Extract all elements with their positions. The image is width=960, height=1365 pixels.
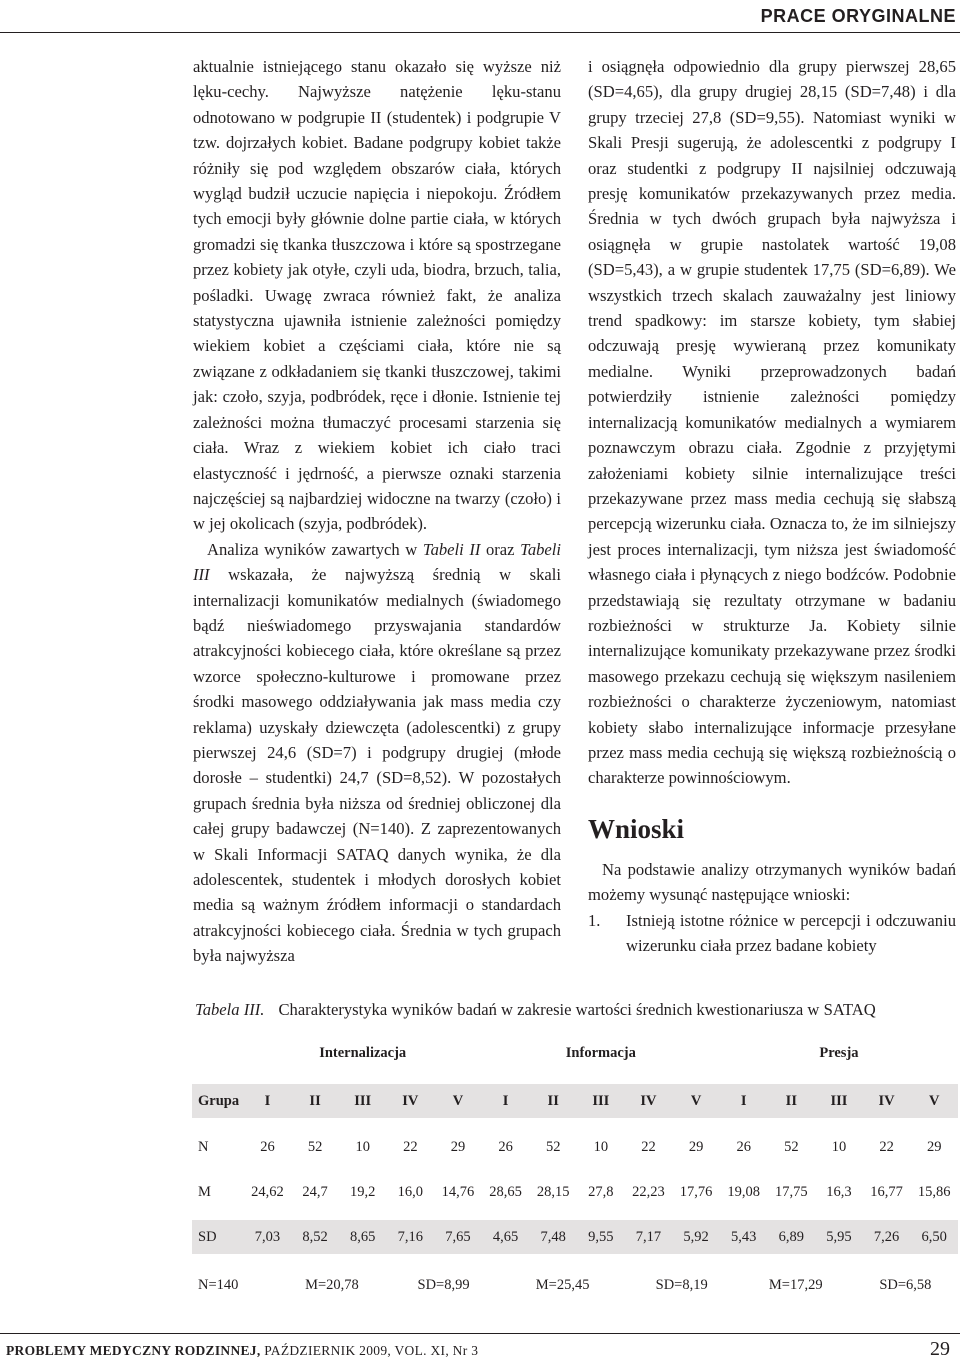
table-cell: 7,16 [397, 1228, 424, 1245]
table-cell: 52 [545, 1138, 561, 1155]
table-cell: 10 [831, 1138, 847, 1155]
table-cell: 26 [498, 1138, 513, 1155]
table-cell: 24,7 [302, 1183, 328, 1200]
table-cell: 26 [260, 1138, 275, 1155]
table-summary-cell: SD=8,19 [655, 1276, 708, 1293]
table-cell: 24,62 [251, 1183, 284, 1200]
table-header-cell: II [547, 1092, 559, 1109]
table-cell: 7,03 [254, 1228, 281, 1245]
table-cell: 16,3 [826, 1183, 852, 1200]
table-header-cell: I [502, 1092, 509, 1109]
table-cell: 22,23 [632, 1183, 665, 1200]
table-header-cell: IV [878, 1092, 895, 1109]
table-row-label: M [198, 1183, 211, 1200]
table-cell: 16,77 [870, 1183, 903, 1200]
table-cell: 5,43 [731, 1228, 757, 1245]
list-number: 1. [588, 910, 601, 930]
table-header-row [192, 1084, 958, 1118]
list-item [588, 908, 956, 959]
table-summary-cell: M=20,78 [305, 1276, 359, 1293]
table-cell: 5,95 [826, 1228, 852, 1245]
table-cell: 9,55 [588, 1228, 614, 1245]
header-rule [0, 32, 960, 33]
journal-footer [6, 1343, 478, 1359]
table-cell: 7,48 [540, 1228, 566, 1245]
table-cell: 6,89 [778, 1228, 805, 1245]
table-header-cell: I [740, 1092, 747, 1109]
table-header-cell: Grupa [198, 1092, 240, 1109]
table-header-cell: V [690, 1092, 702, 1109]
table-header-cell: II [785, 1092, 797, 1109]
table-cell: 4,65 [492, 1228, 519, 1245]
table-group-header [192, 1040, 958, 1066]
left-column [193, 54, 561, 969]
table-cell: 52 [307, 1138, 323, 1155]
table-cell: 52 [784, 1138, 799, 1155]
table-cell: 22 [879, 1138, 894, 1155]
table-cell: 17,76 [679, 1183, 713, 1200]
conclusions-list [588, 908, 956, 959]
table-cell: 8,65 [350, 1228, 376, 1245]
journal-name: PROBLEMY MEDYCZNY RODZINNEJ, [6, 1343, 261, 1358]
table-row-label: SD [198, 1228, 217, 1245]
table-group-label: Presja [819, 1044, 859, 1061]
table-group-label: Informacja [565, 1044, 636, 1061]
list-text: Istnieją istotne różnice w percepcji i odczuwaniu wizerunku ciała przez badane kobiety [626, 910, 956, 955]
table-summary-cell: SD=8,99 [417, 1276, 470, 1293]
table-cell: 28,65 [489, 1183, 522, 1200]
table-cell: 5,92 [683, 1228, 709, 1245]
table-cell: 16,0 [397, 1183, 424, 1200]
table-caption-text: Charakterystyka wyników badań w zakresie wartości średnich kwestionariusza w SATAQ [278, 1000, 876, 1019]
table-cell: 15,86 [917, 1183, 951, 1200]
table-cell: 8,52 [302, 1228, 328, 1245]
table-row [192, 1130, 958, 1164]
section-label: PRACE ORYGINALNE [760, 6, 956, 26]
table-reference: Tabeli III [193, 539, 561, 585]
table-header-cell: I [264, 1092, 271, 1109]
right-paragraph-1: i osiągnęła odpowiednio dla grupy pierwszej 28,65 (SD=4,65), dla grupy drugiej 28,15 (SD=7,48) i dla grupy trzeciej 27,8 (SD=9,55). Natomiast wyniki w Skali Presji sugerują, że adolescentki z podgrupy I oraz studentki z podgrupy II najsilniej odczuwają presję komunikatów przekazywanych przez media. Średnia w tych dwóch grupach była najwyższa i osiągnęła w grupie nastolatek wartość 19,08 (SD=5,43), a w grupie studentek 17,75 (SD=6,89). We wszystkich trzech skalach zauważalny jest liniowy trend spadkowy: im starsze kobiety, tym słabiej odczuwają presję wywieraną przez komunikaty medialne. Wyniki przeprowadzonych badań potwierdziły istnienie zależności pomiędzy internalizacją komunikatów medialnych a wymiarem poznawczym obrazu ciała. Zgodnie z przyjętymi założeniami kobiety silnie internalizujące treści przekazywane przez mass media cechują się słabszą percepcją wizerunku ciała. Oznacza to, że im silniejszy jest proces internalizacji, tym niższa jest świadomość własnego ciała i płynących z niego bodźców. Podobnie przedstawiają się rezultaty otrzymane w badaniu rozbieżności w strukturze Ja. Kobiety silnie internalizujące komunikaty przekazywane przez środki masowego przekazu cechują się większym nasileniem rozbieżności o charakterze życzeniowym, natomiast kobiety słabo internalizujące informacje przesyłane przez mass media cechują się większą rozbieżnością o charakterze powinnościowym. [588, 57, 956, 788]
journal-issue: PAŹDZIERNIK 2009, VOL. XI, Nr 3 [260, 1343, 479, 1358]
section-heading: Wnioski [588, 813, 685, 844]
right-paragraph-2: Na podstawie analizy otrzymanych wyników badań możemy wysunąć następujące wnioski: [588, 859, 956, 905]
table-header-cell: IV [640, 1092, 657, 1109]
left-paragraph-2 [193, 537, 561, 969]
table-cell: 19,2 [350, 1183, 376, 1200]
table-cell: 10 [355, 1138, 370, 1155]
table-cell: 7,17 [635, 1228, 662, 1245]
table-cell: 14,76 [441, 1183, 475, 1200]
text-run: wskazała, że najwyższą średnią w skali internalizacji komunikatów medialnych (świadomego bądź nieświadomego przyswajania standardów atrakcyjności kobiecego ciała, które określane są przez wzorce społeczno-kulturowe i promowane przez środki masowego oddziaływania jak mass media czy reklama) uzyskały dziewczęta (adolescentki) z grupy pierwszej 24,6 (SD=7) i podgrupy drugiej (młode dorosłe – studentki) 24,7 (SD=8,52). W pozostałych grupach średnia była niższa od średniej obliczonej dla całej grupy badawczej (N=140). Z zaprezentowanych w Skali Informacji SATAQ danych wynika, że dla adolescentek, studentek i młodych dorosłych kobiet media są ważnym źródłem informacji o standardach atrakcyjności kobiecego ciała. Średnia w tych grupach była najwyższa [193, 565, 561, 966]
table-cell: 7,65 [445, 1228, 471, 1245]
table-cell: 28,15 [536, 1183, 570, 1200]
table-cell: 29 [688, 1138, 704, 1155]
table-summary-row [192, 1268, 958, 1302]
table-reference: Tabeli II [422, 539, 481, 559]
table-header-cell: II [309, 1092, 321, 1109]
table-cell: 19,08 [727, 1183, 761, 1200]
table-group-label: Internalizacja [319, 1044, 407, 1061]
table-header-cell: III [830, 1092, 848, 1109]
table-row [192, 1220, 958, 1254]
table-header-cell: V [452, 1092, 464, 1109]
table-cell: 27,8 [588, 1183, 614, 1200]
table-cell: 10 [593, 1138, 609, 1155]
text-run: Analiza wyników zawartych w [207, 539, 423, 559]
left-paragraph-1: aktualnie istniejącego stanu okazało się wyższe niż lęku-cechy. Najwyższe natężenie lęku-stanu odnotowano w podgrupie II (studentek) i podgrupie V tzw. dojrzałych kobiet. Badane podgrupy kobiet także różniły się pod względem obszarów ciała, których wygląd budził uczucie napięcia i niepokoju. Źródłem tych emocji były głównie dolne partie ciała, w których gromadzi się tkanka tłuszczowa i które są spostrzegane przez kobiety jak otyłe, czyli uda, biodra, brzuch, talia, pośladki. Uwagę zwraca również fakt, że analiza statystyczna ujawniła istnienie zależności pomiędzy wiekiem kobiet a częściami ciała, które nie są związane z odkładaniem się tkanki tłuszczowej, takimi jak: czoło, szyja, podbródek, ręce i dłonie. Istnienie tej zależności można tłumaczyć procesami starzenia się ciała. Wraz z wiekiem kobiet ich ciało traci elastyczność i jędrność, a pierwsze oznaki starzenia najczęściej są najbardziej widoczne na twarzy (czoło) i w jej okolicach (szyja, podbródek). [193, 57, 561, 534]
table-cell: 29 [450, 1138, 466, 1155]
table-header-cell: V [928, 1092, 940, 1109]
table-cell: 22 [403, 1138, 418, 1155]
text-run: oraz [480, 539, 521, 559]
table-caption-label: Tabela III. [195, 1000, 265, 1019]
table-cell: 6,50 [921, 1228, 947, 1245]
footer-rule [0, 1333, 960, 1334]
table-cell: 22 [641, 1138, 656, 1155]
table-header-cell: IV [402, 1092, 419, 1109]
table-cell: 29 [926, 1138, 942, 1155]
table-summary-cell: N=140 [198, 1276, 239, 1293]
table-cell: 7,26 [873, 1228, 900, 1245]
table-row-label: N [198, 1138, 209, 1155]
table-caption [195, 999, 955, 1021]
page-number: 29 [930, 1338, 950, 1360]
table-header-cell: III [354, 1092, 372, 1109]
right-column [588, 54, 956, 958]
table-summary-cell: SD=6,58 [879, 1276, 932, 1293]
table-cell: 17,75 [775, 1183, 808, 1200]
table-summary-cell: M=25,45 [535, 1276, 590, 1293]
table-row [192, 1175, 958, 1209]
table-header-cell: III [592, 1092, 610, 1109]
table-cell: 26 [736, 1138, 751, 1155]
table-summary-cell: M=17,29 [768, 1276, 823, 1293]
